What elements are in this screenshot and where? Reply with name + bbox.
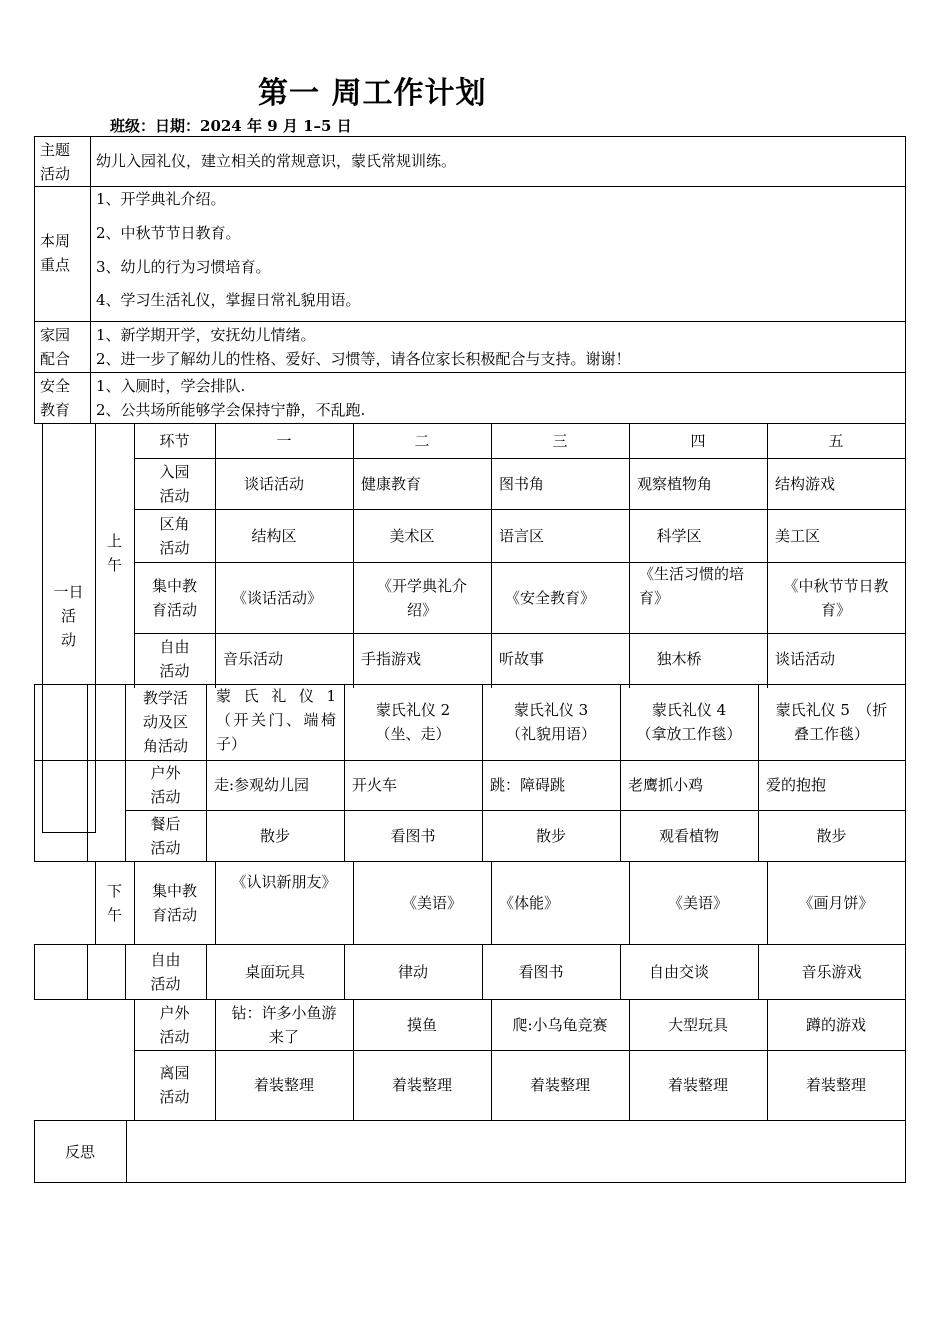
schedule-cell: 《谈话活动》 (231, 588, 322, 607)
schedule-cell: 谈话活动 (775, 649, 836, 668)
schedule-cell: 钻：许多小鱼游 来了 (231, 1003, 337, 1046)
page-title: 第一 周工作计划 (258, 76, 487, 111)
schedule-cell: 健康教育 (361, 474, 422, 493)
schedule-cell: 爱的抱抱 (766, 776, 827, 794)
day-header: 二 (414, 432, 430, 450)
row-label-outdoor-pm: 户外 活动 (159, 1003, 190, 1046)
schedule-cell: 科学区 (656, 526, 702, 545)
schedule-cell: 大型玩具 (667, 1015, 728, 1034)
schedule-cell: 走:参观幼儿园 (214, 776, 310, 794)
schedule-cell: 着装整理 (253, 1076, 314, 1094)
schedule-cell: 看图书 (390, 826, 436, 845)
schedule-cell: 着装整理 (805, 1076, 866, 1094)
reflection-content[interactable] (126, 1120, 905, 1183)
row-label-free-am: 自由 活动 (159, 637, 190, 680)
schedule-cell: 语言区 (499, 526, 545, 545)
schedule-cell: 音乐游戏 (801, 962, 862, 981)
day-header: 一 (276, 432, 292, 450)
safety-item: 2、公共场所能够学会保持宁静，不乱跑. (96, 401, 366, 419)
schedule-cell: 美术区 (389, 526, 435, 545)
schedule-cell: 蒙氏礼仪 3 （礼貌用语） (505, 701, 596, 743)
schedule-cell: 开火车 (352, 776, 398, 794)
schedule-cell: 桌面玩具 (244, 962, 305, 981)
schedule-cell: 《画月饼》 (798, 893, 874, 912)
row-label-group-pm: 集中教 育活动 (151, 881, 197, 924)
schedule-cell: 《中秋节节日教 育》 (783, 576, 889, 619)
day-header: 四 (690, 432, 706, 450)
focus-label: 本周 重点 (40, 232, 71, 274)
segment-header: 环节 (159, 432, 190, 450)
schedule-cell: 跳：障碍跳 (490, 776, 566, 794)
afternoon-label: 下 午 (106, 882, 122, 924)
schedule-cell: 散步 (259, 826, 290, 845)
schedule-cell: 美工区 (775, 526, 821, 545)
schedule-cell: 律动 (397, 962, 428, 981)
focus-item: 4、学习生活礼仪，掌握日常礼貌用语。 (96, 291, 361, 309)
schedule-cell: 结构游戏 (775, 474, 836, 493)
schedule-cell: 爬:小乌龟竞赛 (512, 1015, 608, 1034)
home-item: 2、进一步了解幼儿的性格、爱好、习惯等，请各位家长积极配合与支持。谢谢！ (96, 350, 631, 368)
schedule-cell: 自由交谈 (648, 962, 709, 981)
morning-label: 上 午 (106, 532, 122, 574)
day-header: 三 (552, 432, 568, 450)
row-label-teaching: 教学活 动及区 角活动 (142, 689, 188, 755)
schedule-cell: 观看植物 (658, 826, 719, 845)
schedule-cell: 图书角 (499, 474, 545, 493)
row-label-leaving: 离园 活动 (159, 1064, 190, 1106)
schedule-cell: 谈话活动 (243, 474, 304, 493)
schedule-cell: 蒙 氏 礼 仪 1 （开关门、端椅 子） (216, 687, 336, 753)
schedule-cell: 散步 (535, 826, 566, 845)
schedule-cell: 《体能》 (499, 893, 560, 912)
home-label: 家园 配合 (40, 326, 71, 368)
focus-item: 1、开学典礼介绍。 (96, 190, 226, 208)
reflection-label: 反思 (64, 1142, 95, 1161)
schedule-cell: 蒙氏礼仪 4 （拿放工作毯） (636, 701, 742, 743)
row-label-free-pm: 自由 活动 (150, 950, 181, 993)
schedule-cell: 着装整理 (529, 1076, 590, 1094)
schedule-cell: 着装整理 (391, 1076, 452, 1094)
day-header: 五 (828, 432, 844, 450)
schedule-cell: 《美语》 (401, 893, 462, 912)
theme-content: 幼儿入园礼仪，建立相关的常规意识，蒙氏常规训练。 (96, 152, 457, 170)
schedule-cell: 《生活习惯的培 育》 (639, 565, 745, 607)
schedule-cell: 观察植物角 (637, 474, 713, 493)
schedule-cell: 独木桥 (656, 649, 702, 668)
schedule-cell: 《开学典礼介 绍》 (376, 576, 467, 619)
schedule-cell: 散步 (816, 826, 847, 845)
row-label-arrival: 入园 活动 (159, 462, 190, 505)
row-label-group-am: 集中教 育活动 (151, 576, 197, 619)
theme-label: 主题 活动 (40, 141, 71, 183)
class-date-line: 班级：日期：2024 年 9 月 1–5 日 (110, 117, 352, 135)
schedule-cell: 蒙氏礼仪 2 （坐、走） (375, 701, 451, 743)
row-label-outdoor-am: 户外 活动 (150, 764, 181, 806)
schedule-cell: 音乐活动 (223, 649, 284, 668)
schedule-cell: 看图书 (518, 962, 564, 981)
schedule-cell: 《美语》 (667, 893, 728, 912)
home-item: 1、新学期开学，安抚幼儿情绪。 (96, 326, 316, 344)
schedule-cell: 摸鱼 (406, 1015, 437, 1034)
safety-label: 安全 教育 (40, 377, 71, 419)
row-label-corner: 区角 活动 (159, 514, 190, 557)
focus-item: 3、幼儿的行为习惯培育。 (96, 258, 271, 276)
schedule-cell: 听故事 (499, 649, 545, 668)
schedule-cell: 手指游戏 (361, 649, 422, 668)
schedule-cell: 《安全教育》 (504, 588, 595, 607)
focus-item: 2、中秋节节日教育。 (96, 224, 241, 242)
schedule-cell: 蒙氏礼仪 5 （折 叠工作毯） (775, 701, 888, 743)
schedule-cell: 着装整理 (667, 1076, 728, 1094)
row-label-after-meal: 餐后 活动 (150, 814, 181, 857)
schedule-cell: 老鹰抓小鸡 (628, 776, 704, 794)
schedule-cell: 结构区 (251, 526, 297, 545)
safety-item: 1、入厕时，学会排队. (96, 377, 246, 395)
schedule-cell: 蹲的游戏 (805, 1015, 866, 1034)
day-activity-label: 一日 活 动 (53, 583, 84, 649)
schedule-cell: 《认识新朋友》 (231, 873, 337, 891)
